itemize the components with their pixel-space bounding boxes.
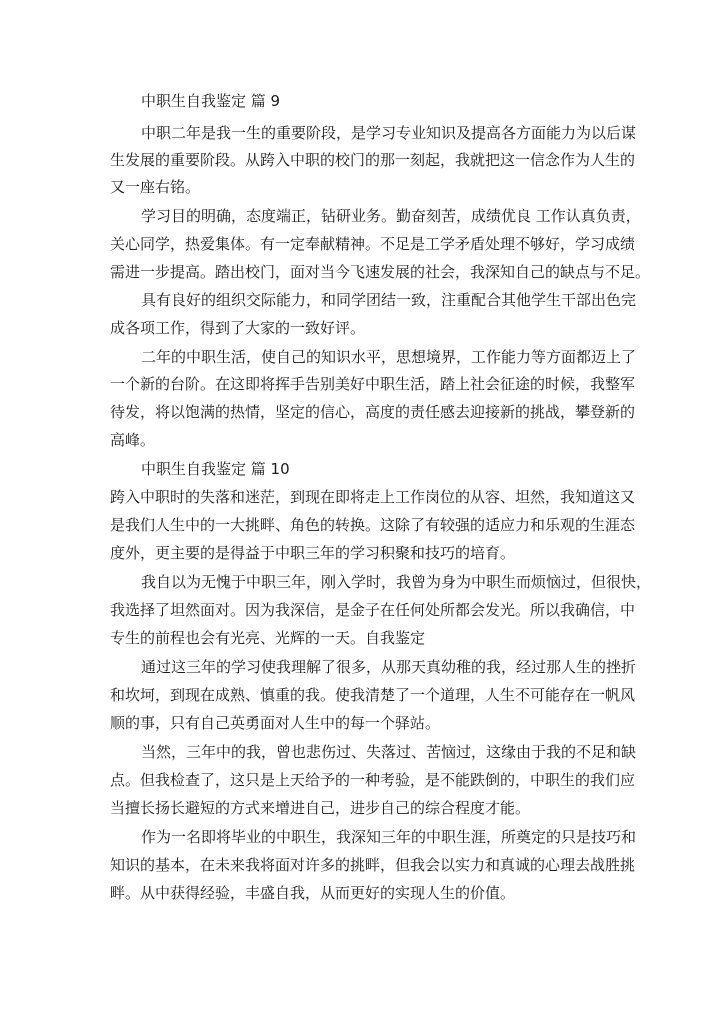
- paragraph-line: 待发，将以饱满的热情，坚定的信心，高度的责任感去迎接新的挑战，攀登新的: [110, 403, 636, 421]
- paragraph-line: 一个新的台阶。在这即将挥手告别美好中职生活，踏上社会征途的时候，我整军: [110, 375, 636, 393]
- paragraph-line: 又一座右铭。: [110, 178, 201, 196]
- paragraph-line: 学习目的明确，态度端正，钻研业务。勤奋刻苦，成绩优良 工作认真负责，: [141, 207, 641, 225]
- paragraph-line: 当然，三年中的我，曾也悲伤过、失落过、苦恼过，这缘由于我的不足和缺: [141, 743, 637, 761]
- paragraph-line: 通过这三年的学习使我理解了很多，从那天真幼稚的我，经过那人生的挫折: [141, 658, 637, 676]
- paragraph-line: 和坎坷，到现在成熟、慎重的我。使我清楚了一个道理，人生不可能存在一帆风: [110, 686, 636, 704]
- paragraph-line: 高峰。: [110, 431, 156, 449]
- paragraph-line: 知识的基本，在未来我将面对许多的挑畔，但我会以实力和真诚的心理去战胜挑: [110, 856, 636, 874]
- paragraph-line: 点。但我检查了，这只是上天给予的一种考验，是不能跌倒的，中职生的我们应: [110, 771, 636, 789]
- paragraph-line: 畔。从中获得经验，丰盛自我，从而更好的实现人生的价值。: [110, 884, 516, 902]
- paragraph-line: 二年的中职生活，使自己的知识水平，思想境界，工作能力等方面都迈上了: [141, 348, 637, 366]
- paragraph-line: 跨入中职时的失落和迷茫，到现在即将走上工作岗位的从容、坦然，我知道这又: [110, 488, 636, 506]
- paragraph-line: 我自以为无愧于中职三年，刚入学时，我曾为身为中职生而烦恼过，但很快，: [141, 573, 652, 591]
- paragraph-line: 关心同学，热爱集体。有一定奉献精神。不足是工学矛盾处理不够好，学习成绩: [110, 235, 636, 253]
- paragraph-line: 需进一步提高。踏出校门，面对当今飞速发展的社会，我深知自己的缺点与不足。: [110, 263, 651, 281]
- section-10-heading: 中职生自我鉴定 篇 10: [141, 460, 290, 478]
- paragraph-line: 当擅长扬长避短的方式来增进自己，进步自己的综合程度才能。: [110, 799, 531, 817]
- paragraph-line: 具有良好的组织交际能力，和同学团结一致，注重配合其他学生干部出色完: [141, 291, 637, 309]
- paragraph-line: 是我们人生中的一大挑畔、角色的转换。这除了有较强的适应力和乐观的生涯态: [110, 516, 636, 534]
- paragraph-line: 中职二年是我一生的重要阶段，是学习专业知识及提高各方面能力为以后谋: [141, 124, 637, 142]
- paragraph-line: 作为一名即将毕业的中职生，我深知三年的中职生涯，所奠定的只是技巧和: [141, 828, 637, 846]
- paragraph-line: 生发展的重要阶段。从跨入中职的校门的那一刻起，我就把这一信念作为人生的: [110, 151, 636, 169]
- paragraph-line: 度外，更主要的是得益于中职三年的学习积聚和技巧的培育。: [110, 544, 516, 562]
- paragraph-line: 专生的前程也会有光亮、光辉的一天。自我鉴定: [110, 629, 426, 647]
- paragraph-line: 我选择了坦然面对。因为我深信，是金子在任何处所都会发光。所以我确信，中: [110, 601, 636, 619]
- paragraph-line: 成各项工作，得到了大家的一致好评。: [110, 319, 366, 337]
- section-9-heading: 中职生自我鉴定 篇 9: [141, 92, 281, 110]
- paragraph-line: 顺的事，只有自己英勇面对人生中的每一个驿站。: [110, 714, 441, 732]
